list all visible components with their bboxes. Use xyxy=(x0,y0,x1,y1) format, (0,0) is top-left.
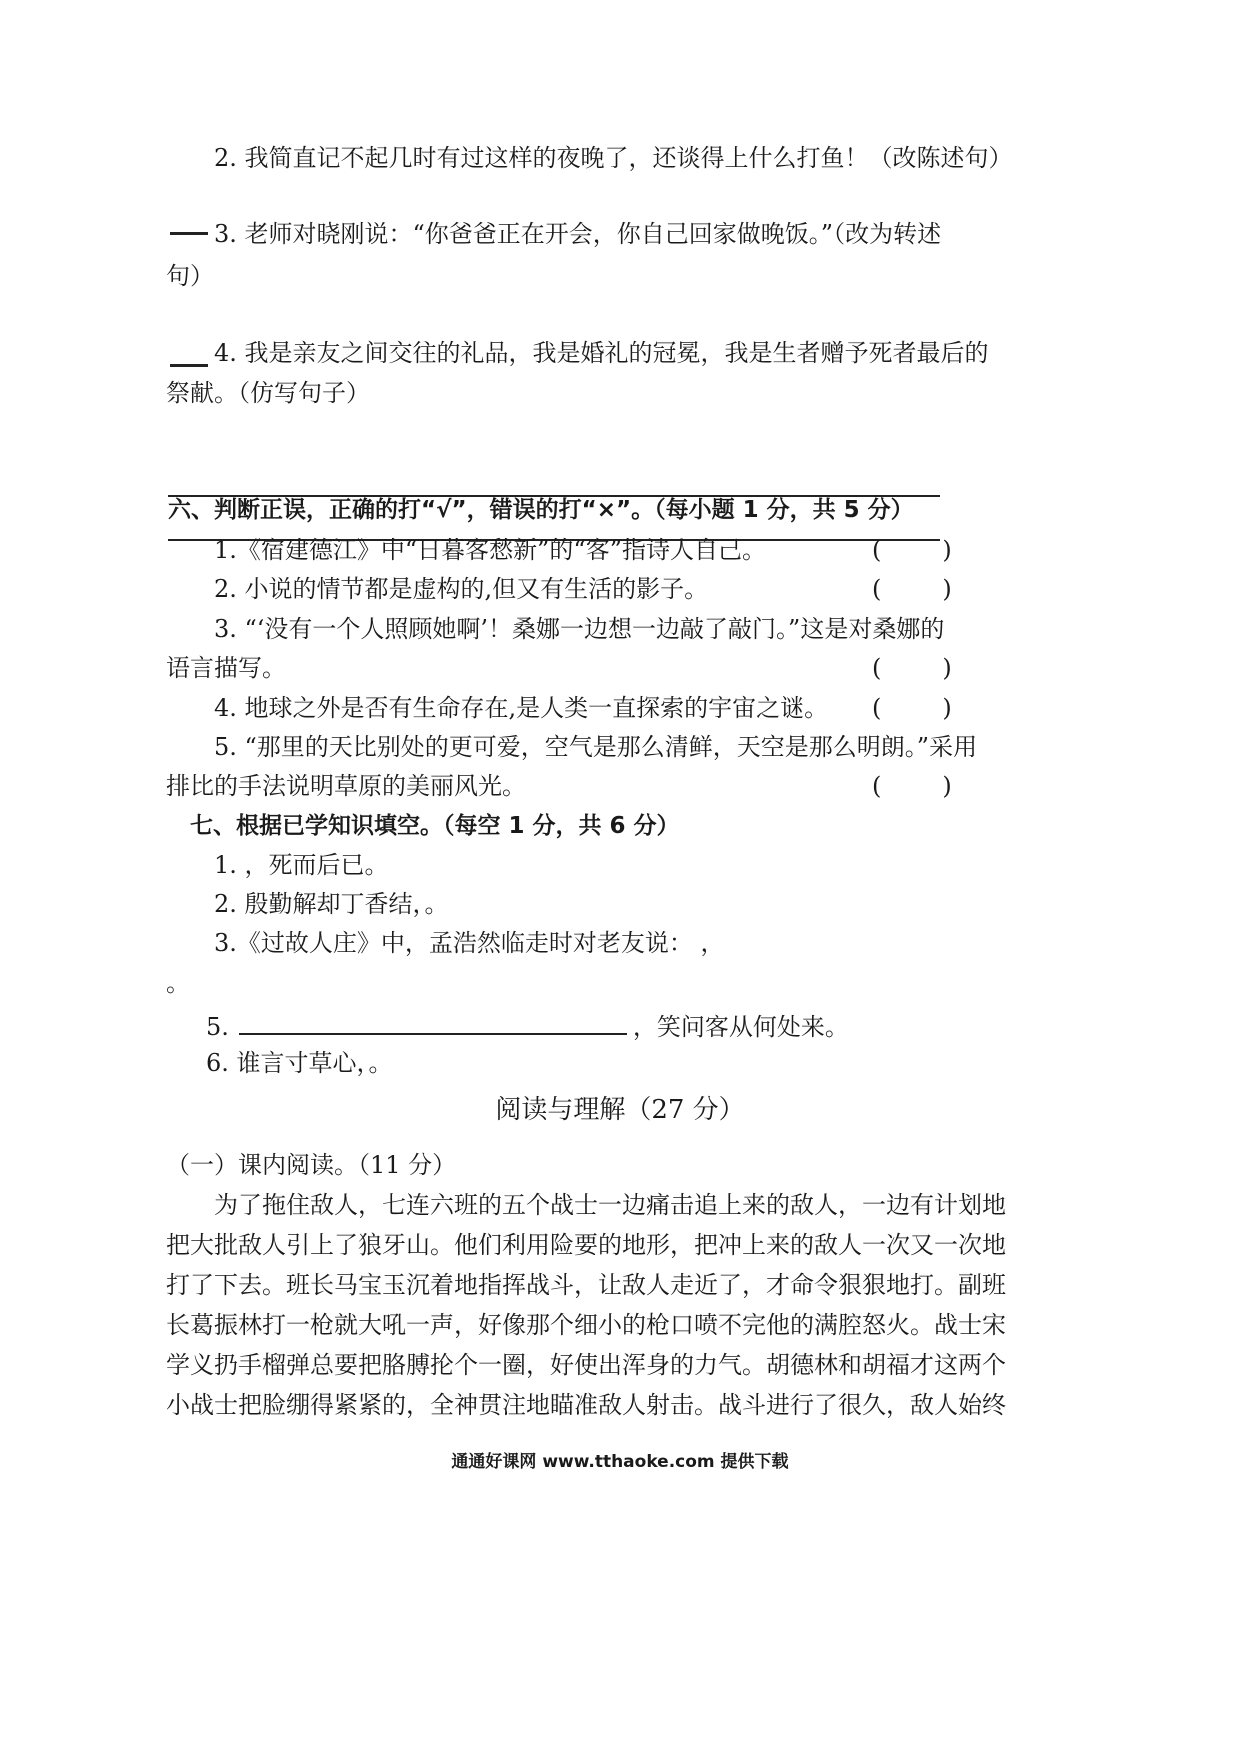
answer-line-short xyxy=(170,232,208,235)
reading-paragraph-line: 学义扔手榴弹总要把胳膊抡个一圈，好使出浑身的力气。胡德林和胡福才这两个 xyxy=(166,1351,1006,1379)
reading-heading: 阅读与理解（27 分） xyxy=(495,1095,745,1125)
reading-paragraph-line: 长葛振林打一枪就大吼一声，好像那个细小的枪口喷不完他的满腔怒火。战士宋 xyxy=(166,1311,1006,1339)
answer-parentheses[interactable]: ( ) xyxy=(872,575,952,603)
q5-2-text: 2. 我简直记不起几时有过这样的夜晚了，还谈得上什么打鱼！（改陈述句） xyxy=(214,144,1013,172)
reading-paragraph-line: 打了下去。班长马宝玉沉着地指挥战斗，让敌人走近了，才命令狠狠地打。副班 xyxy=(166,1271,1006,1299)
q6-5-text-line1: 5. “那里的天比别处的更可爱，空气是那么清鲜，天空是那么明朗。”采用 xyxy=(214,733,978,761)
q7-5-number: 5. xyxy=(206,1013,229,1041)
answer-line-short xyxy=(170,364,208,367)
reading-subheading: （一）课内阅读。（11 分） xyxy=(166,1151,457,1179)
answer-parentheses[interactable]: ( ) xyxy=(872,694,952,722)
answer-parentheses[interactable]: ( ) xyxy=(872,654,952,682)
q7-3-text-line2: 。 xyxy=(166,969,190,997)
answer-parentheses[interactable]: ( ) xyxy=(872,772,952,800)
q5-3-text-line2: 句） xyxy=(166,262,214,290)
reading-paragraph-line: 小战士把脸绷得紧紧的，全神贯注地瞄准敌人射击。战斗进行了很久，敌人始终 xyxy=(166,1391,1006,1419)
q7-5-text: ，笑问客从何处来。 xyxy=(632,1013,849,1041)
q7-5-row xyxy=(206,1007,849,1043)
reading-paragraph-line: 为了拖住敌人，七连六班的五个战士一边痛击追上来的敌人，一边有计划地 xyxy=(214,1191,1006,1219)
q7-2-text: 2. 殷勤解却丁香结，。 xyxy=(214,890,449,918)
q5-4-text-line2: 祭献。（仿写句子） xyxy=(166,379,370,407)
q5-3-text-line1: 3. 老师对晓刚说：“你爸爸正在开会，你自己回家做晚饭。”（改为转述 xyxy=(214,220,942,248)
q6-1-text: 1.《宿建德江》中“日暮客愁新”的“客”指诗人自己。 xyxy=(214,536,766,564)
q7-6-text: 6. 谁言寸草心，。 xyxy=(206,1049,393,1077)
section7-title: 七、根据已学知识填空。（每空 1 分，共 6 分） xyxy=(190,813,680,839)
q6-2-text: 2. 小说的情节都是虚构的,但又有生活的影子。 xyxy=(214,575,709,603)
answer-parentheses[interactable]: ( ) xyxy=(872,536,952,564)
q6-3-text-line1: 3. “‘没有一个人照顾她啊’！桑娜一边想一边敲了敲门。”这是对桑娜的 xyxy=(214,615,945,643)
reading-paragraph-line: 把大批敌人引上了狼牙山。他们利用险要的地形，把冲上来的敌人一次又一次地 xyxy=(166,1231,1006,1259)
fill-blank-line[interactable] xyxy=(239,1007,627,1035)
q6-4-text: 4. 地球之外是否有生命存在,是人类一直探索的宇宙之谜。 xyxy=(214,694,829,722)
q6-3-text-line2: 语言描写。 xyxy=(166,654,286,682)
page-footer: 通通好课网 www.tthaoke.com 提供下载 xyxy=(451,1452,789,1472)
q7-1-text: 1. ，死而后已。 xyxy=(214,851,389,879)
q5-4-text-line1: 4. 我是亲友之间交往的礼品，我是婚礼的冠冕，我是生者赠予死者最后的 xyxy=(214,339,989,367)
section6-title: 六、判断正误，正确的打“√”，错误的打“×”。（每小题 1 分，共 5 分） xyxy=(168,497,914,523)
q6-5-text-line2: 排比的手法说明草原的美丽风光。 xyxy=(166,772,526,800)
q7-3-text-line1: 3.《过故人庄》中，孟浩然临走时对老友说： ， xyxy=(214,929,725,957)
